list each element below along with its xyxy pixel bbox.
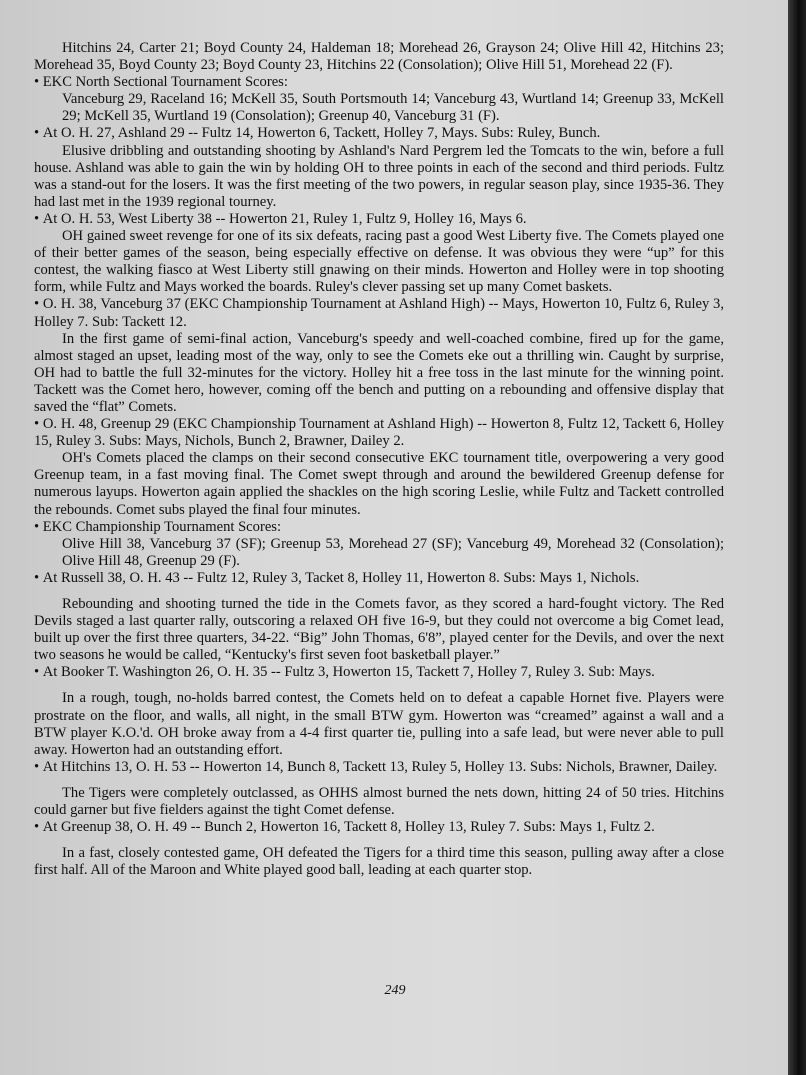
tournament-scores-text: Olive Hill 38, Vanceburg 37 (SF); Greenup 53, Morehead 27 (SF); Vanceburg 49, Morehead 32 (Consolation); Olive Hill 48, Greenup 29 (F). bbox=[62, 535, 724, 569]
game-recap: In a fast, closely contested game, OH defeated the Tigers for a third time this season, pulling away after a close first half. All of the Maroon and White played good ball, leading at each quarter stop. bbox=[34, 845, 724, 879]
game-recap: Elusive dribbling and outstanding shooting by Ashland's Nard Pergrem led the Tomcats to the win, before a full house. Ashland was able to gain the win by holding OH to three points in each of the second and third periods. Fultz was a stand-out for the losers. It was the first meeting of the two powers, in regular season play, since 1935-36. They had last met in the 1939 regional tourney. bbox=[34, 142, 724, 210]
game-recap: OH gained sweet revenge for one of its six defeats, racing past a good West Liberty five. The Comets played one of their better games of the season, being especially effective on defense. It was obvious they were “up” for this contest, the walking fiasco at West Liberty still gnawing on their minds. Howerton and Holley were in top shooting form, while Fultz and Mays worked the boards. Ruley's clever passing set up many Comet baskets. bbox=[34, 228, 724, 296]
game-box-score: • At Greenup 38, O. H. 49 -- Bunch 2, Howerton 16, Tackett 8, Holley 13, Ruley 7. Subs: Mays 1, Fultz 2. bbox=[34, 819, 724, 836]
game-box-score: • At O. H. 53, West Liberty 38 -- Howerton 21, Ruley 1, Fultz 9, Holley 16, Mays 6. bbox=[34, 211, 724, 228]
game-box-score: • At O. H. 27, Ashland 29 -- Fultz 14, Howerton 6, Tackett, Holley 7, Mays. Subs: Ruley, Bunch. bbox=[34, 125, 724, 142]
tournament-scores-text: Hitchins 24, Carter 21; Boyd County 24, Haldeman 18; Morehead 26, Grayson 24; Olive Hill 42, Hitchins 23; Morehead 35, Boyd County 23; Boyd County 23, Hitchins 22 (Consolation); Olive Hill 51, Morehead 22 (F). bbox=[34, 40, 724, 74]
game-box-score: • At Booker T. Washington 26, O. H. 35 -- Fultz 3, Howerton 15, Tackett 7, Holley 7, Ruley 3. Sub: Mays. bbox=[34, 664, 724, 681]
game-recap: OH's Comets placed the clamps on their second consecutive EKC tournament title, overpowering a very good Greenup team, in a fast moving final. The Comet swept through and around the bewildered Greenup defense for numerous layups. Howerton again applied the shackles on the high scoring Leslie, while Fultz and Tackett controlled the rebounds. Comet subs played the final four minutes. bbox=[34, 450, 724, 518]
page-number: 249 bbox=[384, 983, 406, 998]
book-spine bbox=[788, 0, 806, 1075]
game-recap: In a rough, tough, no-holds barred contest, the Comets held on to defeat a capable Hornet five. Players were prostrate on the floor, and walls, all night, in the small BTW gym. Howerton was “creamed” against a wall and a BTW player K.O.'d. OH broke away from a 4-4 first quarter tie, pulling into a safe lead, but were never able to pull away. Howerton had an outstanding effort. bbox=[34, 690, 724, 758]
tournament-scores-text: Vanceburg 29, Raceland 16; McKell 35, South Portsmouth 14; Vanceburg 43, Wurtland 14; Greenup 33, McKell 29; McKell 35, Wurtland 19 (Consolation); Greenup 40, Vanceburg 31 (F). bbox=[62, 91, 724, 125]
game-box-score: • O. H. 48, Greenup 29 (EKC Championship Tournament at Ashland High) -- Howerton 8, Fultz 12, Tackett 6, Holley 15, Ruley 3. Subs: Mays, Nichols, Bunch 2, Brawner, Dailey 2. bbox=[34, 416, 724, 450]
game-recap: In the first game of semi-final action, Vanceburg's speedy and well-coached combine, fired up for the game, almost staged an upset, leading most of the way, only to see the Comets eke out a thrilling win. Caught by surprise, OH had to battle the full 32-minutes for the victory. Holley hit a free toss in the last minute for the winning point. Tackett was the Comet hero, however, coming off the bench and putting on a rebounding and offensive display that saved the “flat” Comets. bbox=[34, 330, 724, 415]
game-box-score: • At Hitchins 13, O. H. 53 -- Howerton 14, Bunch 8, Tackett 13, Ruley 5, Holley 13. Subs: Nichols, Brawner, Dailey. bbox=[34, 759, 724, 776]
page-body bbox=[34, 40, 724, 879]
section-heading: • EKC Championship Tournament Scores: bbox=[34, 519, 724, 536]
game-recap: Rebounding and shooting turned the tide in the Comets favor, as they scored a hard-fought victory. The Red Devils staged a last quarter rally, outscoring a relaxed OH five 16-9, but they could not overcome a big Comet lead, built up over the first three quarters, 34-22. “Big” John Thomas, 6'8”, played center for the Devils, and over the next two seasons he would be called, “Kentucky's first seven foot basketball player.” bbox=[34, 596, 724, 664]
game-box-score: • At Russell 38, O. H. 43 -- Fultz 12, Ruley 3, Tacket 8, Holley 11, Howerton 8. Subs: Mays 1, Nichols. bbox=[34, 570, 724, 587]
game-recap: The Tigers were completely outclassed, as OHHS almost burned the nets down, hitting 24 of 50 tries. Hitchins could garner but five fielders against the tight Comet defense. bbox=[34, 784, 724, 819]
section-heading: • EKC North Sectional Tournament Scores: bbox=[34, 74, 724, 91]
game-box-score: • O. H. 38, Vanceburg 37 (EKC Championship Tournament at Ashland High) -- Mays, Howerton 10, Fultz 6, Ruley 3, Holley 7. Sub: Tackett 12. bbox=[34, 296, 724, 330]
